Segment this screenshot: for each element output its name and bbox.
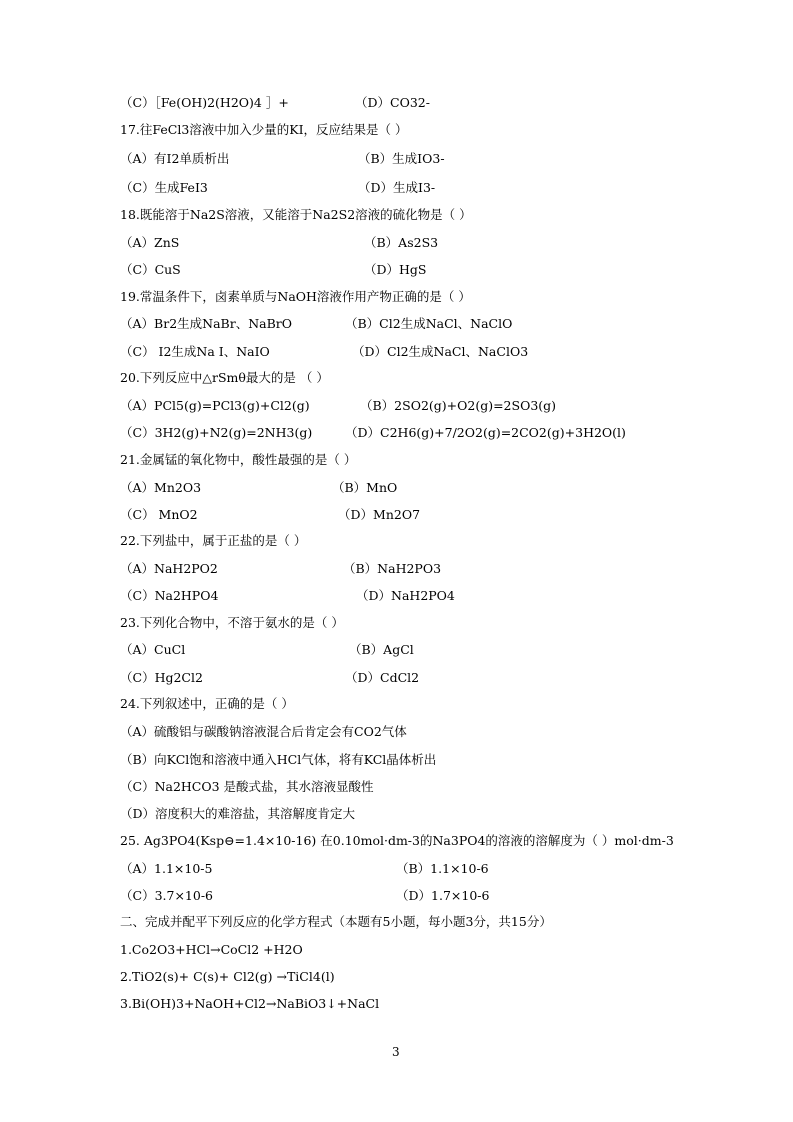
page-number: 3 [392,1045,400,1059]
q17-option-c: （C）生成FeI3 [120,180,208,195]
q21-option-a: （A）Mn2O3 [120,480,202,495]
q22-option-d: （D）NaH2PO4 [356,588,455,603]
q19-option-a: （A）Br2生成NaBr、NaBrO [120,316,292,331]
q20-option-c: （C）3H2(g)+N2(g)=2NH3(g) [120,425,313,440]
q23-option-b: （B）AgCl [349,642,414,657]
equation-3: 3.Bi(OH)3+NaOH+Cl2→NaBiO3↓+NaCl [120,996,380,1011]
q23-option-d: （D）CdCl2 [345,670,420,685]
q17-option-b: （B）生成IO3- [358,151,445,166]
q20-option-b: （B）2SO2(g)+O2(g)=2SO3(g) [360,398,557,413]
q17-stem: 17.往FeCl3溶液中加入少量的KI，反应结果是（ ） [120,122,408,137]
q23-option-c: （C）Hg2Cl2 [120,670,203,685]
q17-option-a: （A）有I2单质析出 [120,151,230,166]
q25-option-c: （C）3.7×10-6 [120,888,213,903]
q16-option-c: （C）［Fe(OH)2(H2O)4 ］+ [120,95,289,110]
equation-2: 2.TiO2(s)+ C(s)+ Cl2(g) →TiCl4(l) [120,969,335,984]
q25-option-a: （A）1.1×10-5 [120,861,213,876]
q24-option-d: （D）溶度积大的难溶盐，其溶解度肯定大 [120,806,356,821]
q18-option-c: （C）CuS [120,262,181,277]
q19-stem: 19.常温条件下，卤素单质与NaOH溶液作用产物正确的是（ ） [120,289,471,304]
q19-option-d: （D）Cl2生成NaCl、NaClO3 [352,344,529,359]
q18-option-d: （D）HgS [364,262,427,277]
q21-option-b: （B）MnO [332,480,398,495]
q25-stem: 25. Ag3PO4(Ksp⊖=1.4×10-16) 在0.10mol·dm-3的Na3PO4的溶液的溶解度为（ ）mol·dm-3 [120,833,674,848]
q19-option-c: （C） I2生成Na I、NaIO [120,344,270,359]
q23-option-a: （A）CuCl [120,642,186,657]
q22-option-b: （B）NaH2PO3 [343,561,442,576]
q17-option-d: （D）生成I3- [358,180,436,195]
q25-option-b: （B）1.1×10-6 [396,861,489,876]
q20-option-d: （D）C2H6(g)+7/2O2(g)=2CO2(g)+3H2O(l) [345,425,626,440]
q19-option-b: （B）Cl2生成NaCl、NaClO [345,316,513,331]
section-2-heading: 二、完成并配平下列反应的化学方程式（本题有5小题，每小题3分，共15分） [120,914,552,929]
equation-1: 1.Co2O3+HCl→CoCl2 +H2O [120,942,303,957]
q21-stem: 21.金属锰的氧化物中，酸性最强的是（ ） [120,452,357,467]
q21-option-d: （D）Mn2O7 [338,507,421,522]
q20-option-a: （A）PCl5(g)=PCl3(g)+Cl2(g) [120,398,310,413]
q24-option-a: （A）硫酸铝与碳酸钠溶液混合后肯定会有CO2气体 [120,724,407,739]
q24-stem: 24.下列叙述中，正确的是（ ） [120,696,294,711]
q22-option-c: （C）Na2HPO4 [120,588,219,603]
q23-stem: 23.下列化合物中，不溶于氨水的是（ ） [120,615,344,630]
q18-option-b: （B）As2S3 [364,235,439,250]
q21-option-c: （C） MnO2 [120,507,198,522]
q16-option-d: （D）CO32- [355,95,430,110]
q18-stem: 18.既能溶于Na2S溶液，又能溶于Na2S2溶液的硫化物是（ ） [120,207,472,222]
q25-option-d: （D）1.7×10-6 [396,888,490,903]
q24-option-b: （B）向KCl饱和溶液中通入HCl气体，将有KCl晶体析出 [120,752,437,767]
q22-stem: 22.下列盐中，属于正盐的是（ ） [120,533,307,548]
q18-option-a: （A）ZnS [120,235,180,250]
q22-option-a: （A）NaH2PO2 [120,561,218,576]
q24-option-c: （C）Na2HCO3 是酸式盐，其水溶液显酸性 [120,779,374,794]
q20-stem: 20.下列反应中△rSmθ最大的是 （ ） [120,370,329,385]
